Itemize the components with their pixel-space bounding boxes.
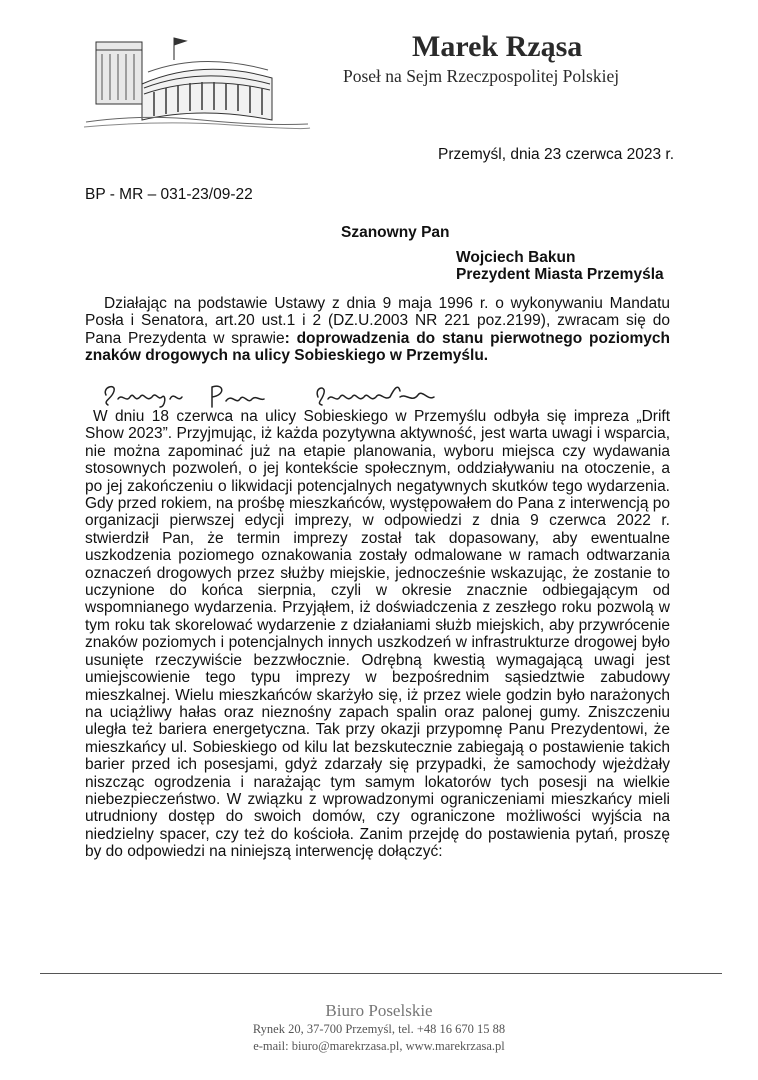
footer-divider [40, 973, 722, 974]
footer-title: Biuro Poselskie [325, 1001, 433, 1020]
body-paragraph [85, 408, 670, 861]
handwritten-salutation [100, 377, 440, 411]
reference-number: BP - MR – 031-23/09-22 [85, 186, 253, 203]
body-text: W dniu 18 czerwca na ulicy Sobieskiego w Przemyślu odbyła się impreza „Drift Show 2023”. Przyjmując, iż każda pozytywna aktywność, jest warta uwagi i wsparcia, nie można zapominać już na etapie planowania, wyboru miejsca czy wydawania stosownych pozwoleń, o jej kontekście społecznym, oddziaływaniu na otoczenie, a po jej zakończeniu o likwidacji potencjalnych negatywnych skutków tego wydarzenia. Gdy przed rokiem, na prośbę mieszkańców, występowałem do Pana z interwencją po organizacji pierwszej edycji imprezy, w odpowiedzi z dnia 9 czerwca 2022 r. stwierdził Pan, że termin imprezy został tak dopasowany, aby ewentualne uszkodzenia poziomego oznakowania zostały odmalowane w ramach odtwarzania oznaczeń drogowych przez służby miejskie, jednocześnie wskazując, że zostanie to uczynione do końca sierpnia, czyli w okresie znacznie odbiegającym od wspomnianego wydarzenia. Przyjąłem, iż doświadczenia z zeszłego roku pozwolą w tym roku tak skorelować wydarzenie z działaniami służb miejskich, aby przywrócenie znaków poziomych i potencjalnych innych uszkodzeń w infrastrukturze drogowej było usunięte rzeczywiście bezzwłocznie. Odrębną kwestią wymagającą uwagi jest umiejscowienie tego typu imprezy w bezpośrednim sąsiedztwie zabudowy mieszkalnej. Wielu mieszkańców skarżyło się, iż przez wiele godzin było narażonych na uciążliwy hałas oraz nieznośny zapach spalin oraz palonej gumy. Zniszczeniu uległa też bariera energetyczna. Tak przy okazji przypomnę Panu Prezydentowi, że mieszkańcy ul. Sobieskiego od kilu lat bezskutecznie zabiegają o postawienie takich barier przed ich posesjami, gdyż zdarzały się przypadki, że samochody wjeżdżały niszcząc ogrodzenia i narażając tym samym lokatorów tych posesji na wielkie niebezpieczeństwo. W związku z wprowadzonymi ograniczeniami mieszkańcy mieli utrudniony dostęp do swoich domów, czy ograniczone możliwości wyjścia na niedzielny spacer, czy też do kościoła. Zanim przejdę do postawienia pytań, proszę by do odpowiedzi na niniejszą interwencję dołączyć: [85, 408, 670, 861]
salutation: Szanowny Pan [341, 224, 450, 241]
sejm-building-icon [82, 28, 312, 130]
letterhead-name: Marek Rząsa [412, 30, 583, 63]
intro-text: Działając na podstawie Ustawy z dnia 9 maja 1996 r. o wykonywaniu Mandatu Posła i Senatora, art.20 ust.1 i 2 (DZ.U.2003 NR 221 poz.2199), zwracam się do Pana Prezydenta w sprawie [85, 295, 670, 347]
letterhead-subtitle: Poseł na Sejm Rzeczpospolitej Polskiej [343, 66, 620, 86]
intro-subject: : doprowadzenia do stanu pierwotnego poziomych znaków drogowych na ulicy Sobieskiego w Przemyślu. [85, 329, 670, 365]
footer-contact: e-mail: biuro@marekrzasa.pl, www.marekrzasa.pl [253, 1039, 505, 1053]
intro-paragraph [85, 295, 670, 365]
recipient-title: Prezydent Miasta Przemyśla [456, 266, 664, 283]
place-date: Przemyśl, dnia 23 czerwca 2023 r. [438, 146, 675, 163]
recipient-name: Wojciech Bakun [456, 249, 576, 266]
footer-address: Rynek 20, 37-700 Przemyśl, tel. +48 16 670 15 88 [252, 1022, 506, 1036]
